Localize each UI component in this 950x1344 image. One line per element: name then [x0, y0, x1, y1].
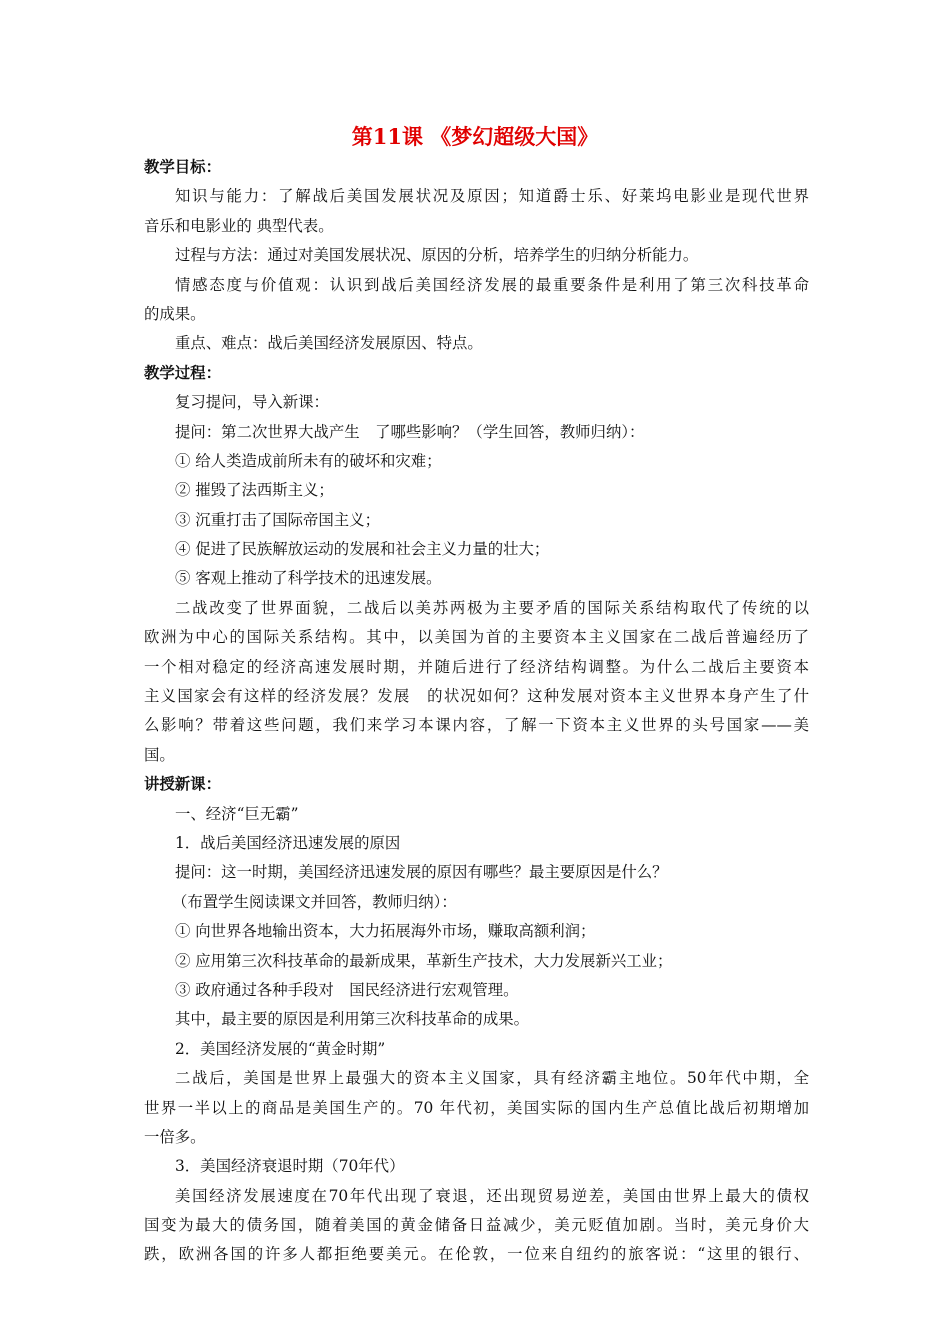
- text-line: 提问：第二次世界大战产生 了哪些影响？（学生回答，教师归纳）：: [175, 422, 645, 441]
- text-line: 跌，欧洲各国的许多人都拒绝要美元。在伦敦，一位来自纽约的旅客说：“这里的银行、: [144, 1245, 809, 1264]
- text-line: ③ 沉重打击了国际帝国主义；: [175, 510, 380, 529]
- text-line: ① 向世界各地输出资本，大力拓展海外市场，赚取高额利润；: [175, 922, 596, 941]
- text-line: ④ 促进了民族解放运动的发展和社会主义力量的壮大；: [175, 540, 550, 559]
- text-line: 其中，最主要的原因是利用第三次科技革命的成果。: [175, 1010, 529, 1029]
- text-line: 么影响？带着这些问题，我们来学习本课内容，了解一下资本主义世界的头号国家——美: [144, 716, 809, 735]
- text-line: ⑤ 客观上推动了科学技术的迅速发展。: [175, 569, 442, 588]
- text-line: 音乐和电影业的 典型代表。: [144, 216, 334, 235]
- text-line: 1．战后美国经济迅速发展的原因: [175, 833, 401, 852]
- text-line: 二战后，美国是世界上最强大的资本主义国家，具有经济霸主地位。50年代中期，全: [175, 1069, 809, 1088]
- section-heading: 教学目标：: [144, 158, 221, 176]
- text-line: 重点、难点：战后美国经济发展原因、特点。: [175, 334, 483, 353]
- text-line: 美国经济发展速度在70年代出现了衰退，还出现贸易逆差，美国由世界上最大的债权: [175, 1186, 809, 1205]
- text-line: 一倍多。: [144, 1127, 206, 1146]
- text-line: 欧洲为中心的国际关系结构。其中，以美国为首的主要资本主义国家在二战后普遍经历了: [144, 628, 809, 647]
- text-line: 国变为最大的债务国，随着美国的黄金储备日益减少，美元贬值加剧。当时，美元身价大: [144, 1216, 809, 1235]
- text-line: ② 摧毁了法西斯主义；: [175, 481, 334, 500]
- text-line: 世界一半以上的商品是美国生产的。70 年代初，美国实际的国内生产总值比战后初期增加: [144, 1098, 809, 1117]
- section-heading: 教学过程：: [144, 363, 221, 382]
- text-line: 3．美国经济衰退时期（70年代）: [175, 1157, 405, 1176]
- text-line: 的成果。: [144, 304, 206, 323]
- text-line: 一个相对稳定的经济高速发展时期，并随后进行了经济结构调整。为什么二战后主要资本: [144, 657, 809, 676]
- section-heading: 讲授新课：: [144, 775, 221, 794]
- text-line: 主义国家会有这样的经济发展？发展 的状况如何？这种发展对资本主义世界本身产生了什: [144, 687, 809, 706]
- text-line: 知识与能力：了解战后美国发展状况及原因；知道爵士乐、好莱坞电影业是现代世界: [175, 187, 809, 206]
- text-line: 2．美国经济发展的“黄金时期”: [175, 1039, 386, 1058]
- text-line: 一、经济“巨无霸”: [175, 804, 299, 823]
- text-line: ② 应用第三次科技革命的最新成果，革新生产技术，大力发展新兴工业；: [175, 951, 673, 970]
- text-line: （布置学生阅读课文并回答，教师归纳）：: [172, 892, 457, 911]
- document-body: [144, 153, 809, 1270]
- text-line: 过程与方法：通过对美国发展状况、原因的分析，培养学生的归纳分析能力。: [175, 246, 699, 265]
- text-line: 提问：这一时期，美国经济迅速发展的原因有哪些？最主要原因是什么？: [175, 863, 668, 882]
- text-line: ③ 政府通过各种手段对 国民经济进行宏观管理。: [175, 980, 519, 999]
- text-line: ① 给人类造成前所未有的破坏和灾难；: [175, 451, 442, 470]
- text-line: 情感态度与价值观：认识到战后美国经济发展的最重要条件是利用了第三次科技革命: [175, 275, 809, 294]
- text-line: 二战改变了世界面貌，二战后以美苏两极为主要矛盾的国际关系结构取代了传统的以: [175, 598, 809, 617]
- text-line: 国。: [144, 745, 175, 764]
- text-line: 复习提问，导入新课：: [175, 393, 329, 412]
- lesson-title: 第11课 《梦幻超级大国》: [351, 124, 599, 149]
